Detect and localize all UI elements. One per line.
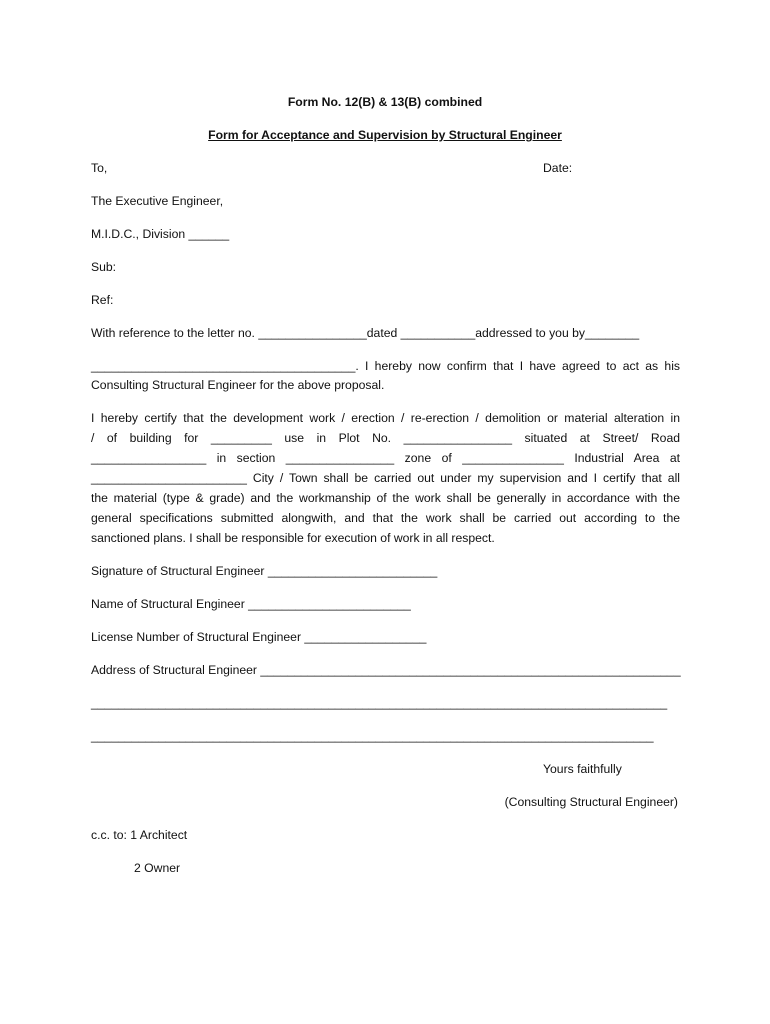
name-field: Name of Structural Engineer ________________________ xyxy=(91,597,411,611)
paragraph-line: _______________________________________. I hereby now confirm that I have agreed to act as his xyxy=(91,359,680,373)
reference-line: With reference to the letter no. ________________dated ___________addressed to you by________ xyxy=(91,326,640,340)
cc-architect: c.c. to: 1 Architect xyxy=(91,828,188,842)
address-line-2: _____________________________________________________________________________________ xyxy=(91,696,668,710)
designation: (Consulting Structural Engineer) xyxy=(504,795,678,809)
reference-label: Ref: xyxy=(91,293,114,307)
address-field: Address of Structural Engineer ______________________________________________________________ xyxy=(91,663,681,677)
yours-faithfully: Yours faithfully xyxy=(543,762,622,776)
division: M.I.D.C., Division ______ xyxy=(91,227,230,241)
paragraph-line: the material (type & grade) and the workmanship of the work shall be generally in accordance with the xyxy=(91,491,680,505)
paragraph-line: general specifications submitted alongwith, and that the work shall be carried out according to the xyxy=(91,511,680,525)
form-title: Form for Acceptance and Supervision by Structural Engineer xyxy=(208,128,562,142)
cc-owner: 2 Owner xyxy=(134,861,181,875)
license-field: License Number of Structural Engineer __________________ xyxy=(91,630,427,644)
subject-label: Sub: xyxy=(91,260,117,274)
paragraph-line: Consulting Structural Engineer for the above proposal. xyxy=(91,378,385,392)
paragraph-line: / of building for _________ use in Plot No. ________________ situated at Street/ Road xyxy=(91,431,680,445)
signature-field: Signature of Structural Engineer _________________________ xyxy=(91,564,438,578)
addressee: The Executive Engineer, xyxy=(91,194,224,208)
paragraph-line: sanctioned plans. I shall be responsible for execution of work in all respect. xyxy=(91,531,495,545)
paragraph-line: _________________ in section ________________ zone of _______________ Industrial Area at xyxy=(91,451,680,465)
form-number: Form No. 12(B) & 13(B) combined xyxy=(287,95,483,109)
paragraph-line: _______________________ City / Town shall be carried out under my supervision and I certify that all xyxy=(91,471,680,485)
paragraph-line: I hereby certify that the development work / erection / re-erection / demolition or material alteration in xyxy=(91,411,680,425)
to-label: To, xyxy=(91,161,108,175)
address-line-3: ___________________________________________________________________________________ xyxy=(91,729,654,743)
date-label: Date: xyxy=(543,161,573,175)
